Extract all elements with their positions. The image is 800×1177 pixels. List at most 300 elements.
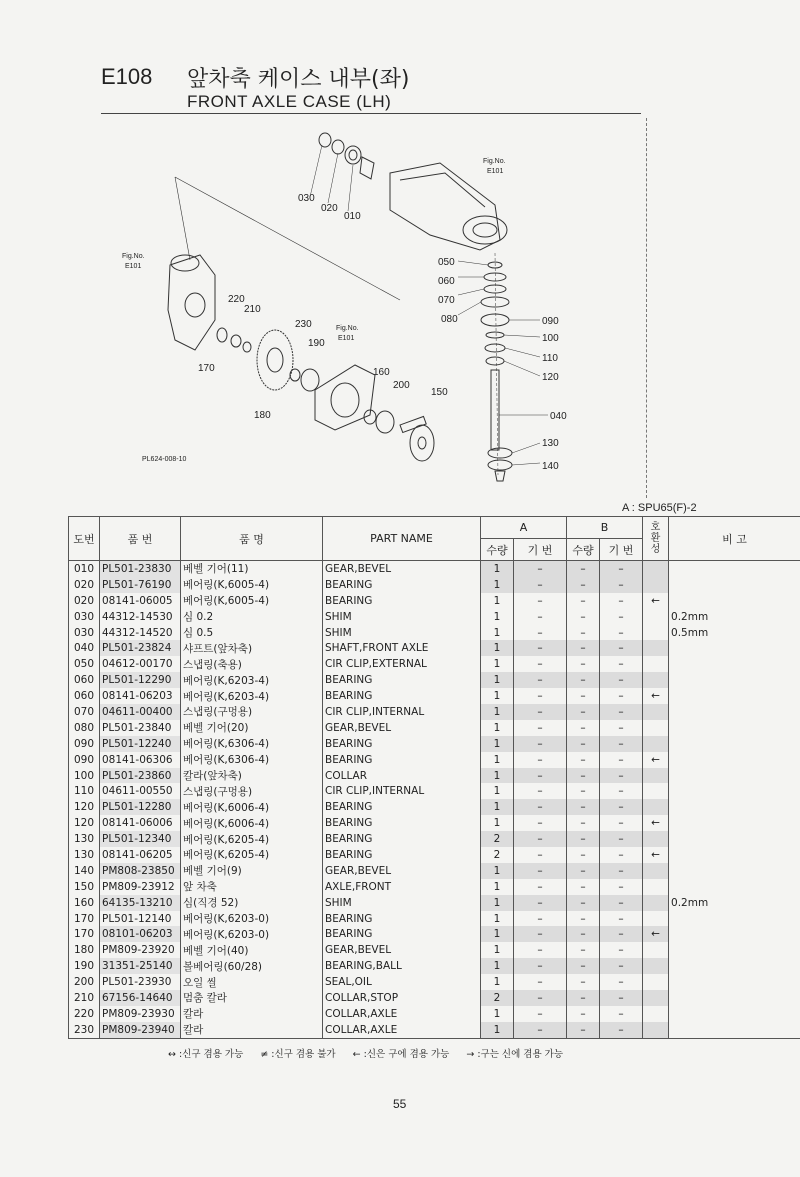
table-row xyxy=(69,609,800,625)
row-compat xyxy=(643,640,669,656)
row-part-number: PL501-23840 xyxy=(100,720,181,736)
row-name-korean: 베벨 기어(20) xyxy=(181,720,323,736)
header-a: A xyxy=(481,517,567,539)
row-ref-no: 050 xyxy=(69,656,100,672)
row-remarks: 0.2mm xyxy=(669,895,800,911)
row-compat xyxy=(643,879,669,895)
row-base-b: – xyxy=(600,911,643,927)
row-remarks xyxy=(669,942,800,958)
table-row xyxy=(69,911,800,927)
svg-text:210: 210 xyxy=(244,304,261,315)
row-name-korean: 베어링(K,6306-4) xyxy=(181,752,323,768)
svg-text:180: 180 xyxy=(254,410,271,421)
row-base-a: – xyxy=(514,593,567,609)
row-compat xyxy=(643,831,669,847)
row-remarks xyxy=(669,974,800,990)
row-qty-b: – xyxy=(567,593,600,609)
svg-text:E101: E101 xyxy=(487,168,504,175)
row-ref-no: 140 xyxy=(69,863,100,879)
row-part-number: PM809-23912 xyxy=(100,879,181,895)
table-row xyxy=(69,958,800,974)
row-compat xyxy=(643,1006,669,1022)
row-base-b: – xyxy=(600,990,643,1006)
row-name-korean: 스냅링(구멍용) xyxy=(181,704,323,720)
row-name-korean: 베어링(K,6306-4) xyxy=(181,736,323,752)
header-remarks: 비 고 xyxy=(669,517,800,561)
row-base-b: – xyxy=(600,847,643,863)
row-remarks xyxy=(669,926,800,942)
row-remarks xyxy=(669,783,800,799)
row-name-korean: 베어링(K,6203-4) xyxy=(181,688,323,704)
legend-old-to-new: → :구는 신에 겸용 가능 xyxy=(466,1049,563,1060)
svg-text:E101: E101 xyxy=(125,263,142,270)
row-qty-a: 1 xyxy=(481,561,514,577)
row-part-name: BEARING xyxy=(323,672,481,688)
table-row xyxy=(69,879,800,895)
row-qty-b: – xyxy=(567,1022,600,1038)
svg-text:Fig.No.: Fig.No. xyxy=(483,158,506,165)
row-remarks xyxy=(669,990,800,1006)
row-part-name: BEARING xyxy=(323,593,481,609)
row-compat xyxy=(643,974,669,990)
row-compat xyxy=(643,768,669,784)
row-base-b: – xyxy=(600,863,643,879)
row-qty-b: – xyxy=(567,672,600,688)
row-remarks xyxy=(669,720,800,736)
row-qty-b: – xyxy=(567,656,600,672)
svg-text:120: 120 xyxy=(542,372,559,383)
compatibility-legend xyxy=(168,1046,577,1060)
row-compat xyxy=(643,720,669,736)
row-name-korean: 베어링(K,6203-4) xyxy=(181,672,323,688)
row-qty-a: 1 xyxy=(481,609,514,625)
row-part-number: PM809-23940 xyxy=(100,1022,181,1038)
row-base-b: – xyxy=(600,942,643,958)
row-part-number: PL501-12340 xyxy=(100,831,181,847)
row-qty-b: – xyxy=(567,783,600,799)
row-part-name: GEAR,BEVEL xyxy=(323,863,481,879)
svg-text:PL624-008-10: PL624-008-10 xyxy=(142,456,187,463)
row-qty-b: – xyxy=(567,942,600,958)
table-row xyxy=(69,1022,800,1038)
row-remarks xyxy=(669,863,800,879)
header-compat: 호환성 xyxy=(643,517,669,561)
svg-text:090: 090 xyxy=(542,316,559,327)
row-qty-a: 2 xyxy=(481,831,514,847)
row-compat: ← xyxy=(643,752,669,768)
row-part-number: PM809-23930 xyxy=(100,1006,181,1022)
row-compat xyxy=(643,704,669,720)
row-part-number: PL501-23930 xyxy=(100,974,181,990)
header-part-no: 품 번 xyxy=(100,517,181,561)
header-b: B xyxy=(567,517,643,539)
row-part-name: GEAR,BEVEL xyxy=(323,561,481,577)
row-qty-b: – xyxy=(567,609,600,625)
row-base-b: – xyxy=(600,815,643,831)
row-part-name: BEARING xyxy=(323,752,481,768)
row-compat xyxy=(643,895,669,911)
row-qty-b: – xyxy=(567,863,600,879)
row-name-korean: 베벨 기어(40) xyxy=(181,942,323,958)
model-variant: A : SPU65(F)-2 xyxy=(622,502,697,514)
row-name-korean: 베벨 기어(11) xyxy=(181,561,323,577)
row-base-a: – xyxy=(514,879,567,895)
row-remarks xyxy=(669,736,800,752)
row-compat: ← xyxy=(643,847,669,863)
row-part-number: 44312-14530 xyxy=(100,609,181,625)
row-name-korean: 베어링(K,6205-4) xyxy=(181,847,323,863)
row-qty-b: – xyxy=(567,895,600,911)
row-part-name: GEAR,BEVEL xyxy=(323,942,481,958)
row-part-number: PL501-23830 xyxy=(100,561,181,577)
row-base-a: – xyxy=(514,768,567,784)
row-ref-no: 110 xyxy=(69,783,100,799)
row-base-b: – xyxy=(600,656,643,672)
catalog-code: E108 xyxy=(101,64,153,89)
row-qty-a: 1 xyxy=(481,752,514,768)
row-qty-a: 1 xyxy=(481,768,514,784)
row-base-a: – xyxy=(514,895,567,911)
row-qty-b: – xyxy=(567,990,600,1006)
row-part-name: SHIM xyxy=(323,895,481,911)
row-part-number: 64135-13210 xyxy=(100,895,181,911)
svg-text:160: 160 xyxy=(373,367,390,378)
row-compat: ← xyxy=(643,688,669,704)
row-part-number: PL501-12140 xyxy=(100,911,181,927)
row-base-b: – xyxy=(600,799,643,815)
legend-new-to-old: ← :신은 구에 겸용 가능 xyxy=(352,1049,450,1060)
row-qty-b: – xyxy=(567,815,600,831)
svg-text:050: 050 xyxy=(438,257,455,268)
row-ref-no: 150 xyxy=(69,879,100,895)
table-row xyxy=(69,990,800,1006)
row-base-a: – xyxy=(514,704,567,720)
row-name-korean: 샤프트(앞차축) xyxy=(181,640,323,656)
row-qty-a: 1 xyxy=(481,1006,514,1022)
row-ref-no: 030 xyxy=(69,625,100,641)
row-base-b: – xyxy=(600,704,643,720)
table-row xyxy=(69,672,800,688)
row-part-name: GEAR,BEVEL xyxy=(323,720,481,736)
row-ref-no: 120 xyxy=(69,799,100,815)
row-remarks xyxy=(669,1022,800,1038)
row-ref-no: 020 xyxy=(69,577,100,593)
svg-text:E101: E101 xyxy=(338,335,355,342)
row-ref-no: 070 xyxy=(69,704,100,720)
legend-both: ↔ :신구 겸용 가능 xyxy=(168,1049,244,1060)
row-name-korean: 베어링(K,6005-4) xyxy=(181,593,323,609)
row-part-name: CIR CLIP,INTERNAL xyxy=(323,704,481,720)
row-part-number: 44312-14520 xyxy=(100,625,181,641)
row-compat xyxy=(643,577,669,593)
row-compat: ← xyxy=(643,926,669,942)
row-base-a: – xyxy=(514,672,567,688)
row-remarks xyxy=(669,656,800,672)
row-part-name: BEARING xyxy=(323,688,481,704)
row-part-name: BEARING,BALL xyxy=(323,958,481,974)
row-base-a: – xyxy=(514,1022,567,1038)
row-remarks xyxy=(669,815,800,831)
table-row xyxy=(69,799,800,815)
row-compat xyxy=(643,561,669,577)
svg-text:100: 100 xyxy=(542,333,559,344)
row-part-number: 08141-06005 xyxy=(100,593,181,609)
row-qty-a: 1 xyxy=(481,720,514,736)
svg-text:Fig.No.: Fig.No. xyxy=(122,253,145,260)
page-number: 55 xyxy=(393,1097,407,1111)
row-remarks xyxy=(669,704,800,720)
row-qty-b: – xyxy=(567,768,600,784)
row-remarks xyxy=(669,593,800,609)
row-qty-a: 1 xyxy=(481,799,514,815)
svg-text:020: 020 xyxy=(321,203,338,214)
row-part-name: BEARING xyxy=(323,831,481,847)
row-base-b: – xyxy=(600,688,643,704)
row-base-a: – xyxy=(514,958,567,974)
row-remarks xyxy=(669,561,800,577)
row-part-number: PL501-23824 xyxy=(100,640,181,656)
row-base-b: – xyxy=(600,640,643,656)
row-part-number: 08141-06205 xyxy=(100,847,181,863)
row-remarks xyxy=(669,640,800,656)
row-ref-no: 030 xyxy=(69,609,100,625)
row-name-korean: 칼라(앞차축) xyxy=(181,768,323,784)
row-base-b: – xyxy=(600,577,643,593)
row-ref-no: 130 xyxy=(69,831,100,847)
row-compat xyxy=(643,799,669,815)
row-compat xyxy=(643,911,669,927)
row-qty-a: 1 xyxy=(481,895,514,911)
svg-text:040: 040 xyxy=(550,411,567,422)
row-compat: ← xyxy=(643,593,669,609)
row-qty-b: – xyxy=(567,704,600,720)
row-remarks xyxy=(669,958,800,974)
row-part-name: COLLAR,AXLE xyxy=(323,1006,481,1022)
row-qty-b: – xyxy=(567,799,600,815)
row-base-b: – xyxy=(600,958,643,974)
title-english: FRONT AXLE CASE (LH) xyxy=(187,92,392,111)
table-row xyxy=(69,768,800,784)
row-part-number: 67156-14640 xyxy=(100,990,181,1006)
row-part-name: SHIM xyxy=(323,625,481,641)
row-ref-no: 120 xyxy=(69,815,100,831)
row-base-b: – xyxy=(600,926,643,942)
row-ref-no: 100 xyxy=(69,768,100,784)
svg-text:220: 220 xyxy=(228,294,245,305)
table-row xyxy=(69,1006,800,1022)
row-qty-b: – xyxy=(567,926,600,942)
row-part-name: BEARING xyxy=(323,577,481,593)
row-part-number: 08141-06006 xyxy=(100,815,181,831)
table-row xyxy=(69,847,800,863)
svg-text:170: 170 xyxy=(198,363,215,374)
svg-text:150: 150 xyxy=(431,387,448,398)
row-qty-a: 1 xyxy=(481,736,514,752)
row-name-korean: 베어링(K,6006-4) xyxy=(181,799,323,815)
row-name-korean: 오일 씰 xyxy=(181,974,323,990)
row-ref-no: 160 xyxy=(69,895,100,911)
row-remarks xyxy=(669,688,800,704)
row-qty-a: 2 xyxy=(481,990,514,1006)
row-base-b: – xyxy=(600,895,643,911)
row-qty-a: 1 xyxy=(481,593,514,609)
row-base-a: – xyxy=(514,831,567,847)
row-qty-a: 1 xyxy=(481,911,514,927)
row-part-name: AXLE,FRONT xyxy=(323,879,481,895)
row-ref-no: 060 xyxy=(69,688,100,704)
row-qty-b: – xyxy=(567,720,600,736)
row-part-name: COLLAR xyxy=(323,768,481,784)
row-ref-no: 130 xyxy=(69,847,100,863)
legend-none: ≠ :신구 겸용 불가 xyxy=(260,1049,336,1060)
row-name-korean: 칼라 xyxy=(181,1006,323,1022)
row-remarks xyxy=(669,847,800,863)
row-part-number: 08101-06203 xyxy=(100,926,181,942)
row-qty-a: 1 xyxy=(481,942,514,958)
table-row xyxy=(69,895,800,911)
row-base-b: – xyxy=(600,672,643,688)
row-qty-a: 1 xyxy=(481,783,514,799)
table-row xyxy=(69,783,800,799)
row-name-korean: 베어링(K,6006-4) xyxy=(181,815,323,831)
row-base-a: – xyxy=(514,815,567,831)
row-base-a: – xyxy=(514,688,567,704)
row-base-a: – xyxy=(514,863,567,879)
row-remarks xyxy=(669,577,800,593)
row-compat xyxy=(643,672,669,688)
row-qty-a: 1 xyxy=(481,958,514,974)
row-name-korean: 스냅링(구멍용) xyxy=(181,783,323,799)
svg-text:230: 230 xyxy=(295,319,312,330)
header-qty-a: 수량 xyxy=(481,539,514,561)
row-base-a: – xyxy=(514,752,567,768)
table-row xyxy=(69,720,800,736)
row-qty-a: 1 xyxy=(481,863,514,879)
row-remarks xyxy=(669,831,800,847)
row-name-korean: 볼베어링(60/28) xyxy=(181,958,323,974)
svg-text:080: 080 xyxy=(441,314,458,325)
row-qty-a: 1 xyxy=(481,704,514,720)
row-part-number: 08141-06306 xyxy=(100,752,181,768)
table-row xyxy=(69,974,800,990)
row-name-korean: 스냅링(축용) xyxy=(181,656,323,672)
row-remarks xyxy=(669,879,800,895)
header-qty-b: 수량 xyxy=(567,539,600,561)
row-part-number: 04611-00400 xyxy=(100,704,181,720)
row-qty-b: – xyxy=(567,688,600,704)
row-part-number: 04611-00550 xyxy=(100,783,181,799)
row-base-b: – xyxy=(600,831,643,847)
header-rule xyxy=(101,113,641,114)
row-base-b: – xyxy=(600,609,643,625)
header-base-a: 기 번 xyxy=(514,539,567,561)
row-qty-b: – xyxy=(567,736,600,752)
margin-dashed-line xyxy=(646,118,647,498)
row-part-number: PL501-12290 xyxy=(100,672,181,688)
row-ref-no: 020 xyxy=(69,593,100,609)
row-ref-no: 170 xyxy=(69,911,100,927)
row-remarks xyxy=(669,768,800,784)
row-part-number: 31351-25140 xyxy=(100,958,181,974)
row-base-b: – xyxy=(600,1006,643,1022)
row-qty-b: – xyxy=(567,974,600,990)
row-base-a: – xyxy=(514,720,567,736)
row-ref-no: 090 xyxy=(69,752,100,768)
row-qty-b: – xyxy=(567,561,600,577)
row-qty-b: – xyxy=(567,752,600,768)
table-row xyxy=(69,704,800,720)
row-part-number: PL501-12280 xyxy=(100,799,181,815)
row-base-a: – xyxy=(514,1006,567,1022)
row-base-b: – xyxy=(600,593,643,609)
table-row xyxy=(69,640,800,656)
row-qty-a: 1 xyxy=(481,656,514,672)
row-base-a: – xyxy=(514,656,567,672)
row-part-name: BEARING xyxy=(323,799,481,815)
row-name-korean: 베어링(K,6005-4) xyxy=(181,577,323,593)
row-ref-no: 180 xyxy=(69,942,100,958)
svg-text:130: 130 xyxy=(542,438,559,449)
parts-table xyxy=(68,516,800,1039)
header-no: 도번 xyxy=(69,517,100,561)
table-row xyxy=(69,942,800,958)
row-qty-a: 1 xyxy=(481,1022,514,1038)
row-ref-no: 220 xyxy=(69,1006,100,1022)
row-base-b: – xyxy=(600,768,643,784)
row-base-b: – xyxy=(600,752,643,768)
row-remarks: 0.5mm xyxy=(669,625,800,641)
svg-text:190: 190 xyxy=(308,338,325,349)
row-base-b: – xyxy=(600,879,643,895)
row-ref-no: 060 xyxy=(69,672,100,688)
row-qty-b: – xyxy=(567,577,600,593)
row-compat xyxy=(643,783,669,799)
row-part-number: 04612-00170 xyxy=(100,656,181,672)
row-part-number: PM808-23850 xyxy=(100,863,181,879)
row-base-a: – xyxy=(514,609,567,625)
header-base-b: 기 번 xyxy=(600,539,643,561)
row-remarks xyxy=(669,799,800,815)
svg-text:Fig.No.: Fig.No. xyxy=(336,325,359,332)
row-name-korean: 베어링(K,6203-0) xyxy=(181,926,323,942)
row-base-a: – xyxy=(514,736,567,752)
row-ref-no: 190 xyxy=(69,958,100,974)
row-part-number: PM809-23920 xyxy=(100,942,181,958)
table-row xyxy=(69,577,800,593)
table-row xyxy=(69,815,800,831)
row-ref-no: 040 xyxy=(69,640,100,656)
svg-text:110: 110 xyxy=(542,353,558,364)
row-qty-a: 1 xyxy=(481,688,514,704)
table-row xyxy=(69,752,800,768)
row-part-name: BEARING xyxy=(323,736,481,752)
row-base-b: – xyxy=(600,1022,643,1038)
row-base-a: – xyxy=(514,911,567,927)
row-qty-b: – xyxy=(567,831,600,847)
row-compat xyxy=(643,1022,669,1038)
row-base-a: – xyxy=(514,577,567,593)
row-name-korean: 베벨 기어(9) xyxy=(181,863,323,879)
table-row xyxy=(69,926,800,942)
row-base-a: – xyxy=(514,783,567,799)
row-remarks xyxy=(669,1006,800,1022)
table-row xyxy=(69,831,800,847)
table-row xyxy=(69,688,800,704)
row-compat xyxy=(643,625,669,641)
row-base-a: – xyxy=(514,640,567,656)
row-qty-a: 1 xyxy=(481,879,514,895)
row-base-a: – xyxy=(514,561,567,577)
